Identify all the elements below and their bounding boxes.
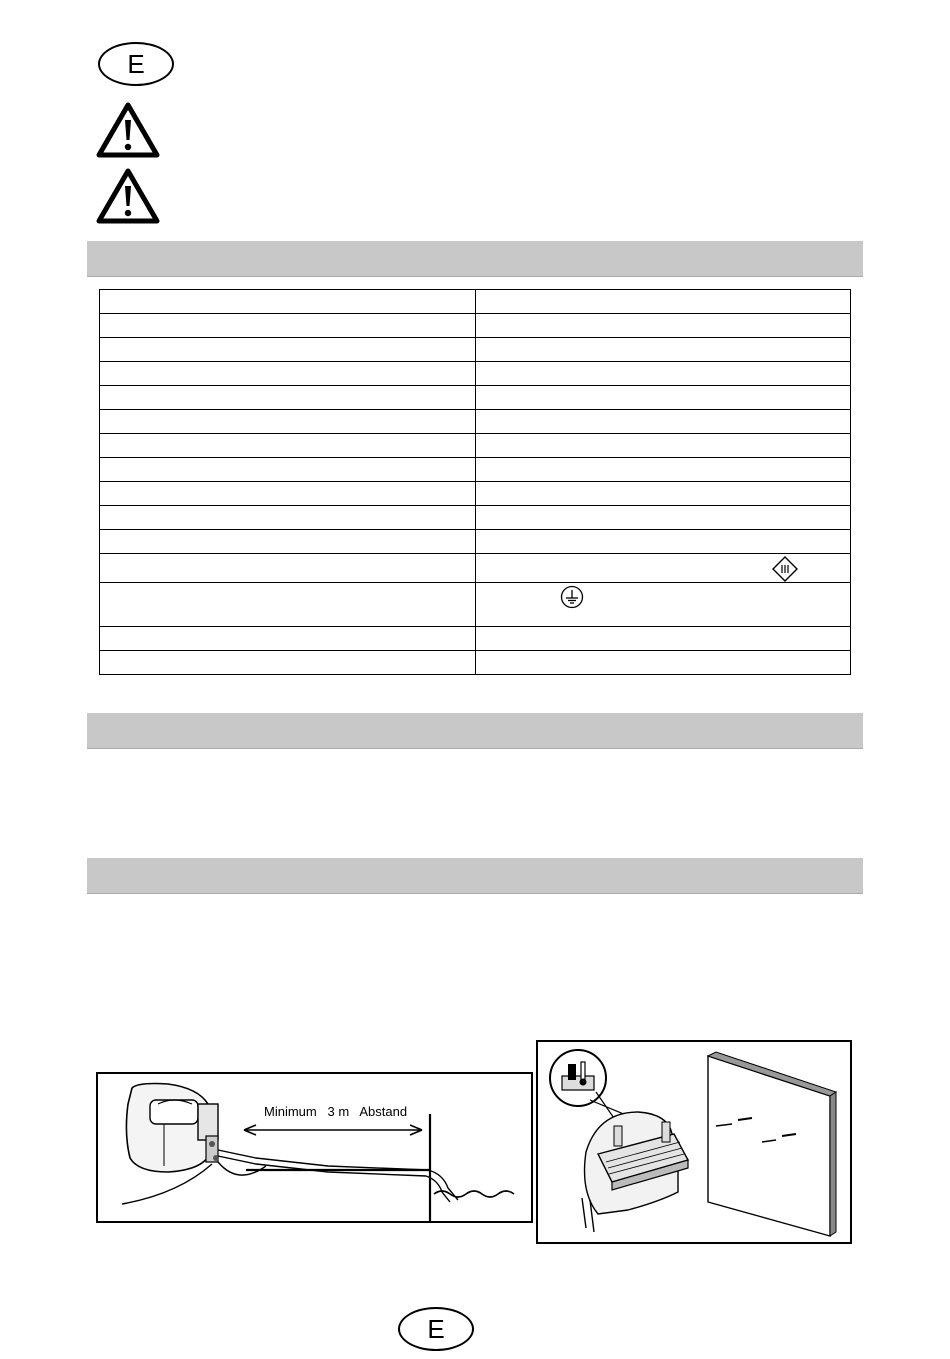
wall-mounting-illustration [538, 1042, 850, 1242]
table-cell-value [476, 506, 851, 530]
table-cell-label [100, 434, 476, 458]
table-row [100, 627, 851, 651]
table-cell-value [476, 314, 851, 338]
section-header-technical-data [87, 241, 863, 277]
table-cell-value [476, 482, 851, 506]
table-row [100, 651, 851, 675]
table-cell-label [100, 410, 476, 434]
table-cell-label [100, 482, 476, 506]
table-cell-value [476, 627, 851, 651]
table-cell-label [100, 583, 476, 627]
figure-minimum-distance [96, 1072, 533, 1223]
table-cell-label [100, 651, 476, 675]
table-cell-value [476, 458, 851, 482]
protection-class-iii-icon [772, 556, 798, 582]
table-row [100, 314, 851, 338]
heater-unit-drawing [122, 1084, 266, 1205]
table-row [100, 554, 851, 583]
table-cell-value [476, 362, 851, 386]
table-cell-value [476, 554, 851, 583]
table-row [100, 434, 851, 458]
table-cell-value [476, 290, 851, 314]
table-row [100, 506, 851, 530]
table-row [100, 583, 851, 627]
heater-distance-illustration [98, 1074, 531, 1221]
table-cell-label [100, 458, 476, 482]
table-cell-label [100, 554, 476, 583]
table-cell-label [100, 362, 476, 386]
table-row [100, 482, 851, 506]
section-header-3 [87, 858, 863, 894]
section-header-2 [87, 713, 863, 749]
figure-wall-mounting [536, 1040, 852, 1244]
table-cell-value [476, 338, 851, 362]
table-cell-label [100, 314, 476, 338]
wall-panel-drawing [708, 1052, 836, 1236]
table-cell-label [100, 290, 476, 314]
table-cell-label [100, 338, 476, 362]
language-badge-top: E [98, 42, 174, 86]
table-cell-value [476, 583, 851, 627]
table-cell-label [100, 506, 476, 530]
table-row [100, 338, 851, 362]
language-badge-bottom: E [398, 1307, 474, 1351]
table-cell-label [100, 386, 476, 410]
table-cell-label [100, 530, 476, 554]
table-row [100, 458, 851, 482]
protective-earth-icon [560, 585, 584, 609]
heater-back-drawing [582, 1112, 688, 1232]
warning-triangle-icon [96, 102, 160, 158]
table-cell-value [476, 651, 851, 675]
table-cell-value [476, 530, 851, 554]
table-cell-value [476, 434, 851, 458]
distance-label: Minimum 3 m Abstand [264, 1104, 408, 1119]
table-row [100, 386, 851, 410]
table-cell-label [100, 627, 476, 651]
table-row [100, 410, 851, 434]
spec-table [99, 289, 851, 675]
warning-triangle-icon [96, 168, 160, 224]
table-row [100, 530, 851, 554]
table-cell-value [476, 410, 851, 434]
table-cell-value [476, 386, 851, 410]
table-row [100, 290, 851, 314]
table-row [100, 362, 851, 386]
